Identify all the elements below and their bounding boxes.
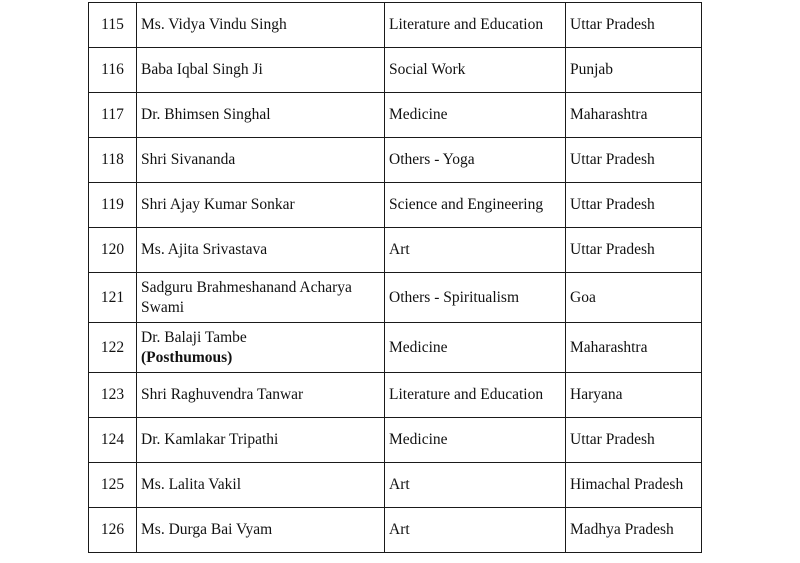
state-cell: Uttar Pradesh <box>566 138 702 183</box>
state-cell: Punjab <box>566 48 702 93</box>
awardee-name: Dr. Balaji Tambe <box>141 328 247 346</box>
table-row <box>89 373 702 418</box>
awardee-name: Ms. Ajita Srivastava <box>141 241 268 258</box>
state-cell: Maharashtra <box>566 93 702 138</box>
field-cell: Medicine <box>385 323 566 373</box>
state-cell: Goa <box>566 273 702 323</box>
serial-number-cell: 118 <box>89 138 137 183</box>
field-cell: Social Work <box>385 48 566 93</box>
awardee-name: Dr. Bhimsen Singhal <box>141 106 271 123</box>
awardee-name: Ms. Durga Bai Vyam <box>141 521 273 538</box>
awardee-name-cell <box>137 373 385 418</box>
state-cell: Uttar Pradesh <box>566 3 702 48</box>
field-cell: Science and Engineering <box>385 183 566 228</box>
awardee-name: Dr. Kamlakar Tripathi <box>141 431 279 448</box>
field-cell: Art <box>385 508 566 553</box>
table-row <box>89 183 702 228</box>
field-cell: Medicine <box>385 418 566 463</box>
awardee-name-cell <box>137 228 385 273</box>
field-cell: Medicine <box>385 93 566 138</box>
serial-number-cell: 115 <box>89 3 137 48</box>
table-row <box>89 138 702 183</box>
table-row <box>89 418 702 463</box>
table-row <box>89 463 702 508</box>
serial-number-cell: 125 <box>89 463 137 508</box>
serial-number-cell: 117 <box>89 93 137 138</box>
state-cell: Uttar Pradesh <box>566 418 702 463</box>
table-row <box>89 323 702 373</box>
posthumous-note: (Posthumous) <box>141 348 233 366</box>
awardees-table <box>88 2 702 553</box>
serial-number-cell: 123 <box>89 373 137 418</box>
awardee-name-cell <box>137 323 385 373</box>
state-cell: Uttar Pradesh <box>566 228 702 273</box>
serial-number-cell: 126 <box>89 508 137 553</box>
awardee-name: Ms. Vidya Vindu Singh <box>141 16 287 33</box>
field-cell: Art <box>385 463 566 508</box>
field-cell: Others - Spiritualism <box>385 273 566 323</box>
serial-number-cell: 124 <box>89 418 137 463</box>
awardee-name-cell <box>137 138 385 183</box>
state-cell: Himachal Pradesh <box>566 463 702 508</box>
serial-number-cell: 116 <box>89 48 137 93</box>
serial-number-cell: 121 <box>89 273 137 323</box>
awardee-name: Baba Iqbal Singh Ji <box>141 61 263 78</box>
field-cell: Literature and Education <box>385 3 566 48</box>
state-cell: Maharashtra <box>566 323 702 373</box>
table-row <box>89 48 702 93</box>
table-row <box>89 228 702 273</box>
field-cell: Literature and Education <box>385 373 566 418</box>
state-cell: Haryana <box>566 373 702 418</box>
table-row <box>89 93 702 138</box>
awardee-name-cell <box>137 3 385 48</box>
field-cell: Art <box>385 228 566 273</box>
table-row <box>89 273 702 323</box>
state-cell: Madhya Pradesh <box>566 508 702 553</box>
field-cell: Others - Yoga <box>385 138 566 183</box>
table-row <box>89 508 702 553</box>
awardee-name-cell <box>137 273 385 323</box>
serial-number-cell: 119 <box>89 183 137 228</box>
awardee-name-cell <box>137 418 385 463</box>
awardee-name-cell <box>137 48 385 93</box>
awardee-name-cell <box>137 508 385 553</box>
awardee-name: Shri Sivananda <box>141 151 236 168</box>
awardee-name: Shri Raghuvendra Tanwar <box>141 386 304 403</box>
awardee-name: Shri Ajay Kumar Sonkar <box>141 196 295 213</box>
awardee-name-cell <box>137 463 385 508</box>
awardee-name-cell <box>137 183 385 228</box>
awardee-name: Sadguru Brahmeshanand Acharya Swami <box>141 278 352 316</box>
awardee-name: Ms. Lalita Vakil <box>141 476 242 493</box>
table-row <box>89 3 702 48</box>
serial-number-cell: 122 <box>89 323 137 373</box>
serial-number-cell: 120 <box>89 228 137 273</box>
awardee-name-cell <box>137 93 385 138</box>
state-cell: Uttar Pradesh <box>566 183 702 228</box>
